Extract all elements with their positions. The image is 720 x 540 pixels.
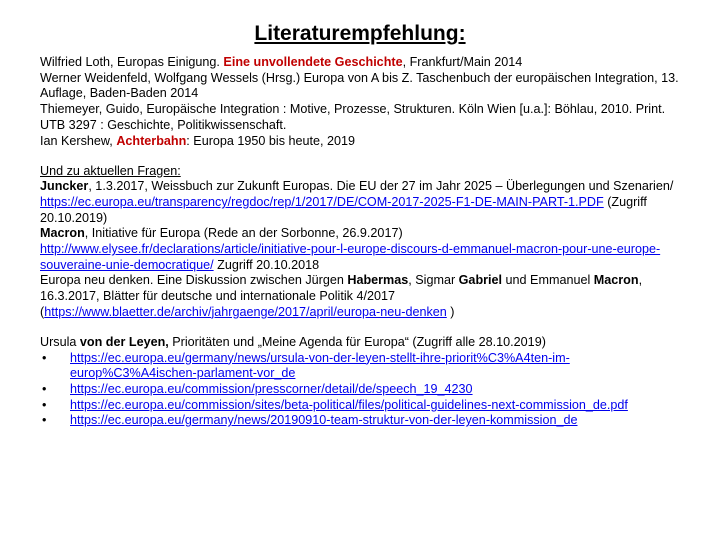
text: ( bbox=[40, 304, 45, 319]
author: von der Leyen, bbox=[79, 334, 169, 349]
page-title: Literaturempfehlung: bbox=[254, 22, 466, 45]
reference-blaetter-link bbox=[40, 305, 680, 321]
leyen-link-3[interactable]: https://ec.europa.eu/commission/sites/beta-political/files/political-guidelines-next-commission_de.pdf bbox=[70, 397, 628, 412]
leyen-link-1[interactable]: https://ec.europa.eu/germany/news/ursula-von-der-leyen-stellt-ihre-priorit%C3%A4ten-im-europ%C3%A4ischen-parlament-vor_de bbox=[70, 350, 570, 381]
text: , 16.3.2017, Blätter für deutsche und internationale Politik 4/2017 bbox=[40, 273, 643, 304]
reference-weidenfeld: Werner Weidenfeld, Wolfgang Wessels (Hrsg.) Europa von A bis Z. Taschenbuch der europäischen Integration, 13. Auflage, Baden-Baden 2014 bbox=[40, 70, 679, 101]
bullet-icon: • bbox=[42, 350, 47, 365]
list-item bbox=[40, 382, 680, 398]
text: , Frankfurt/Main 2014 bbox=[402, 55, 523, 70]
leyen-link-list bbox=[40, 351, 680, 429]
content bbox=[40, 55, 680, 429]
text: , Sigmar bbox=[408, 273, 459, 288]
macron-link[interactable]: http://www.elysee.fr/declarations/article/initiative-pour-l-europe-discours-d-emmanuel-macron-pour-une-europe-souveraine-unie-democratique/ bbox=[40, 242, 661, 272]
text: Zugriff 20.10.2018 bbox=[213, 257, 320, 272]
blaetter-link[interactable]: https://www.blaetter.de/archiv/jahrgaenge/2017/april/europa-neu-denken bbox=[44, 304, 447, 319]
author: Macron bbox=[593, 273, 639, 288]
reference-europa-neu-denken bbox=[40, 273, 680, 304]
reference-kershew bbox=[40, 134, 680, 150]
text: Europa neu denken. Eine Diskussion zwischen Jürgen bbox=[40, 273, 348, 288]
bullet-icon: • bbox=[42, 413, 47, 428]
text: Wilfried Loth, Europas Einigung. bbox=[40, 55, 224, 70]
leyen-link-2[interactable]: https://ec.europa.eu/commission/presscorner/detail/de/speech_19_4230 bbox=[70, 381, 473, 396]
reference-macron-link bbox=[40, 242, 680, 273]
text: : Europa 1950 bis heute, 2019 bbox=[186, 133, 356, 148]
list-item bbox=[40, 413, 680, 429]
text: , Initiative für Europa (Rede an der Sorbonne, 26.9.2017) bbox=[84, 226, 403, 241]
reference-juncker bbox=[40, 179, 680, 226]
text: Ursula bbox=[40, 334, 80, 349]
text: (Zugriff 20.10.2019) bbox=[40, 195, 647, 225]
highlight-title: Eine unvollendete Geschichte bbox=[223, 55, 403, 70]
list-item bbox=[40, 398, 680, 414]
juncker-link[interactable]: https://ec.europa.eu/transparency/regdoc/rep/1/2017/DE/COM-2017-2025-F1-DE-MAIN-PART-1.PDF bbox=[40, 195, 604, 210]
author: Habermas bbox=[347, 273, 409, 288]
bullet-icon: • bbox=[42, 381, 47, 396]
text: ) bbox=[446, 304, 455, 319]
author: Macron bbox=[40, 226, 85, 241]
list-item bbox=[40, 351, 680, 382]
text: , 1.3.2017, Weissbuch zur Zukunft Europas. Die EU der 27 im Jahr 2025 – Überlegungen und Szenarien/ bbox=[88, 179, 674, 194]
leyen-link-4[interactable]: https://ec.europa.eu/germany/news/20190910-team-struktur-von-der-leyen-kommission_de bbox=[70, 413, 578, 428]
reference-macron bbox=[40, 226, 680, 242]
section-heading: Und zu aktuellen Fragen: bbox=[40, 163, 181, 178]
bullet-icon: • bbox=[42, 397, 47, 412]
text: Prioritäten und „Meine Agenda für Europa“ (Zugriff alle 28.10.2019) bbox=[168, 334, 546, 349]
author: Juncker bbox=[40, 179, 89, 194]
highlight-title: Achterbahn bbox=[116, 133, 187, 148]
text: Ian Kershew, bbox=[40, 133, 117, 148]
reference-thiemeyer: Thiemeyer, Guido, Europäische Integration : Motive, Prozesse, Strukturen. Köln Wien [u.a.]: Böhlau, 2010. Print. UTB 3297 : Geschichte, Politikwissenschaft. bbox=[40, 102, 666, 132]
author: Gabriel bbox=[458, 273, 503, 288]
text: und Emmanuel bbox=[502, 273, 594, 288]
reference-loth bbox=[40, 55, 680, 71]
leyen-intro bbox=[40, 335, 680, 351]
